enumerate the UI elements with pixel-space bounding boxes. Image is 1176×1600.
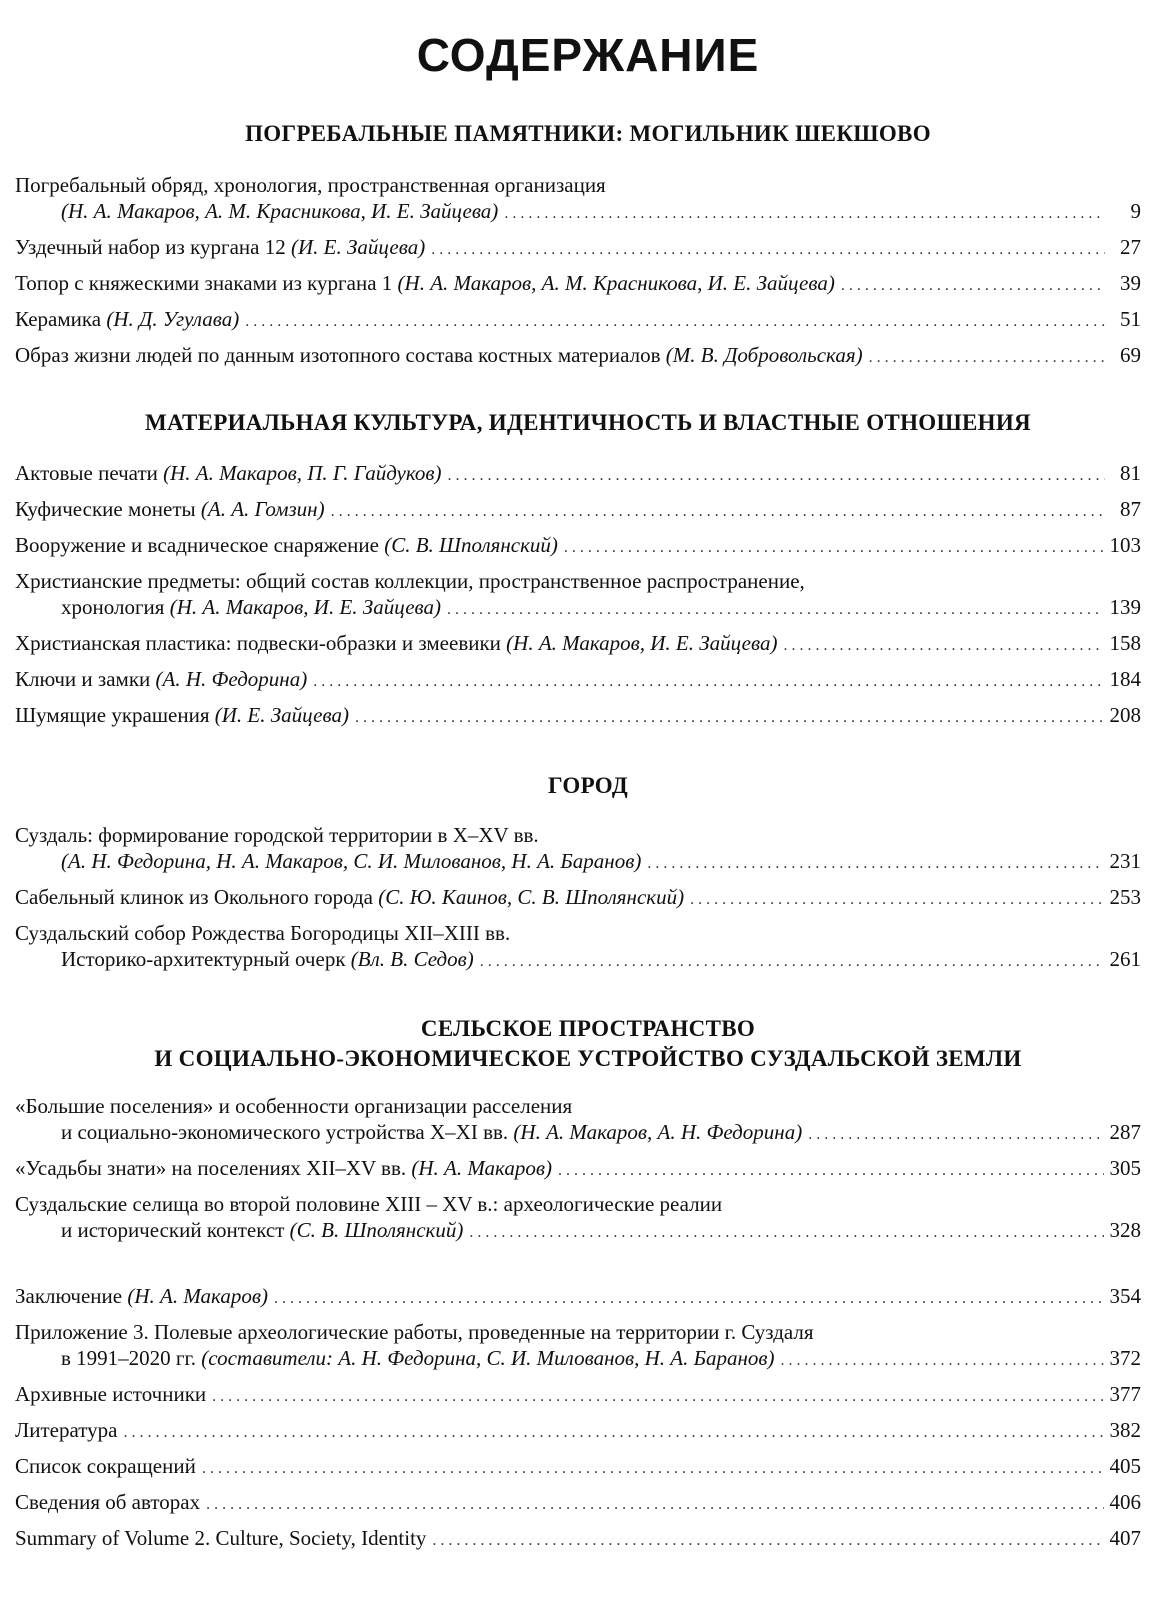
entry-row: [15, 946, 1141, 972]
toc-entry[interactable]: [15, 172, 1141, 224]
entry-authors: (Вл. В. Седов): [350, 947, 474, 971]
entry-title: Историко-архитектурный очерк: [61, 947, 346, 971]
page-number: 184: [1109, 667, 1141, 691]
entry-row: [15, 306, 1141, 332]
entry-title: Уздечный набор из кургана 12: [15, 235, 286, 259]
page-number: 372: [1109, 1346, 1141, 1370]
toc-entry[interactable]: [15, 630, 1141, 656]
entry-row: [15, 532, 1141, 558]
entry-title: «Усадьбы знати» на поселениях XII–XV вв.: [15, 1156, 407, 1180]
entry-title: Литература: [15, 1418, 118, 1442]
section-title: СЕЛЬСКОЕ ПРОСТРАНСТВО: [420, 1016, 756, 1041]
dot-leader: [564, 535, 1104, 561]
toc-entry[interactable]: [15, 702, 1141, 728]
entry-row: [15, 702, 1141, 728]
entry-row: [15, 496, 1141, 522]
dot-leader: [355, 705, 1104, 731]
entry-row: [15, 666, 1141, 692]
section-title: ГОРОД: [548, 773, 628, 798]
entry-title-line1: Приложение 3. Полевые археологические работы, проведенные на территории г. Суздаля: [15, 1320, 814, 1344]
page-number: 305: [1109, 1156, 1141, 1180]
toc-entry[interactable]: [15, 920, 1141, 972]
dot-leader: [274, 1286, 1104, 1312]
toc-entry[interactable]: [15, 1417, 1141, 1443]
entry-row: [15, 848, 1141, 874]
entry-authors: (А. Н. Федорина): [155, 667, 308, 691]
dot-leader: [690, 887, 1103, 913]
dot-leader: [647, 851, 1103, 877]
page-number: 261: [1109, 947, 1141, 971]
dot-leader: [202, 1456, 1104, 1482]
entry-title: Ключи и замки: [15, 667, 151, 691]
dot-leader: [469, 1220, 1103, 1246]
page-number: 287: [1109, 1120, 1141, 1144]
page-number: 87: [1120, 497, 1141, 521]
section-title-line2: И СОЦИАЛЬНО-ЭКОНОМИЧЕСКОЕ УСТРОЙСТВО СУЗДАЛЬСКОЙ ЗЕМЛИ: [154, 1046, 1022, 1071]
toc-entry[interactable]: [15, 1155, 1141, 1181]
section-heading: [0, 119, 1176, 149]
entry-row: [15, 460, 1141, 486]
dot-leader: [558, 1158, 1104, 1184]
dot-leader: [245, 309, 1105, 335]
entry-authors: (Н. А. Макаров): [127, 1284, 268, 1308]
section-title: МАТЕРИАЛЬНАЯ КУЛЬТУРА, ИДЕНТИЧНОСТЬ И ВЛАСТНЫЕ ОТНОШЕНИЯ: [145, 410, 1031, 435]
page-number: 253: [1109, 885, 1141, 909]
dot-leader: [448, 463, 1106, 489]
entry-title: Образ жизни людей по данным изотопного состава костных материалов: [15, 343, 661, 367]
page-title: СОДЕРЖАНИЕ: [416, 29, 760, 81]
entry-row: [15, 1525, 1141, 1551]
entry-row: [15, 1283, 1141, 1309]
section-heading: [0, 408, 1176, 438]
entry-row: [15, 1381, 1141, 1407]
entry-authors: (И. Е. Зайцева): [214, 703, 349, 727]
entry-authors: (Н. А. Макаров, П. Г. Гайдуков): [163, 461, 442, 485]
page-number: 377: [1109, 1382, 1141, 1406]
entry-authors: (Н. А. Макаров, И. Е. Зайцева): [169, 595, 442, 619]
dot-leader: [869, 345, 1105, 371]
entry-row: [15, 198, 1141, 224]
entry-title: Вооружение и всадническое снаряжение: [15, 533, 379, 557]
dot-leader: [783, 633, 1103, 659]
page-number: 139: [1109, 595, 1141, 619]
entry-title: Топор с княжескими знаками из кургана 1: [15, 271, 393, 295]
page-number: 406: [1109, 1490, 1141, 1514]
entry-title: Шумящие украшения: [15, 703, 210, 727]
entry-row: [15, 1453, 1141, 1479]
page-number: 231: [1109, 849, 1141, 873]
toc-entry[interactable]: [15, 1191, 1141, 1243]
page-number: 208: [1109, 703, 1141, 727]
dot-leader: [432, 1528, 1103, 1554]
dot-leader: [504, 201, 1105, 227]
entry-title: Керамика: [15, 307, 102, 331]
toc-entry[interactable]: [15, 1453, 1141, 1479]
entry-title: Сабельный клинок из Окольного города: [15, 885, 373, 909]
entry-title-line1: Суздальские селища во второй половине XIII – XV в.: археологические реалии: [15, 1192, 723, 1216]
entry-row: [15, 1119, 1141, 1145]
toc-entry[interactable]: [15, 822, 1141, 874]
entry-title-line1: Суздальский собор Рождества Богородицы XII–XIII вв.: [15, 921, 511, 945]
entry-authors: (И. Е. Зайцева): [291, 235, 426, 259]
entry-title: Христианская пластика: подвески-образки и змеевики: [15, 631, 501, 655]
toc-entry[interactable]: [15, 666, 1141, 692]
entry-row: [15, 594, 1141, 620]
entry-title: Архивные источники: [15, 1382, 207, 1406]
dot-leader: [781, 1348, 1104, 1374]
section-title: ПОГРЕБАЛЬНЫЕ ПАМЯТНИКИ: МОГИЛЬНИК ШЕКШОВО: [245, 121, 931, 146]
entry-row: [15, 270, 1141, 296]
toc-entry[interactable]: [15, 1283, 1141, 1309]
entry-row: [15, 884, 1141, 910]
toc-entry[interactable]: [15, 532, 1141, 558]
entry-title: Сведения об авторах: [15, 1490, 201, 1514]
entry-authors: (М. В. Добровольская): [665, 343, 863, 367]
entry-title: и исторический контекст: [61, 1218, 285, 1242]
entry-row: [15, 1489, 1141, 1515]
entry-title: Заключение: [15, 1284, 123, 1308]
toc-entry[interactable]: [15, 1489, 1141, 1515]
toc-entry[interactable]: [15, 270, 1141, 296]
section-heading: [0, 1014, 1176, 1074]
entry-title: Summary of Volume 2. Culture, Society, Identity: [15, 1526, 427, 1550]
page-number: 382: [1109, 1418, 1141, 1442]
dot-leader: [447, 597, 1103, 623]
toc-entry[interactable]: [15, 496, 1141, 522]
page-number: 103: [1109, 533, 1141, 557]
entry-row: [15, 1417, 1141, 1443]
toc-entry[interactable]: [15, 1093, 1141, 1145]
toc-entry[interactable]: [15, 234, 1141, 260]
toc-entry[interactable]: [15, 1381, 1141, 1407]
page-number: 354: [1109, 1284, 1141, 1308]
toc-entry[interactable]: [15, 460, 1141, 486]
toc-entry[interactable]: [15, 568, 1141, 620]
dot-leader: [123, 1420, 1103, 1446]
entry-row: [15, 1155, 1141, 1181]
entry-row: [15, 1217, 1141, 1243]
toc-entry[interactable]: [15, 1525, 1141, 1551]
entry-authors: (Н. Д. Угулава): [106, 307, 240, 331]
page-number: 81: [1120, 461, 1141, 485]
entry-authors: (С. В. Шполянский): [384, 533, 558, 557]
page-number: 407: [1109, 1526, 1141, 1550]
entry-title-line1: «Большие поселения» и особенности организации расселения: [15, 1094, 573, 1118]
page-number: 328: [1109, 1218, 1141, 1242]
entry-row: [15, 234, 1141, 260]
entry-authors: (Н. А. Макаров, И. Е. Зайцева): [506, 631, 778, 655]
toc-entry[interactable]: [15, 306, 1141, 332]
page-number: 9: [1130, 199, 1141, 223]
entry-title: в 1991–2020 гг.: [61, 1346, 197, 1370]
entry-authors: (С. В. Шполянский): [289, 1218, 464, 1242]
entry-authors: (составители: А. Н. Федорина, С. И. Милованов, Н. А. Баранов): [201, 1346, 775, 1370]
entry-authors: (Н. А. Макаров, А. М. Красникова, И. Е. Зайцева): [397, 271, 835, 295]
entry-title-line1: Суздаль: формирование городской территории в X–XV вв.: [15, 823, 539, 847]
dot-leader: [206, 1492, 1103, 1518]
entry-authors: (А. А. Гомзин): [200, 497, 325, 521]
entry-title: Актовые печати: [15, 461, 158, 485]
toc-entry[interactable]: [15, 342, 1141, 368]
page-number: 158: [1109, 631, 1141, 655]
entry-authors: (Н. А. Макаров, А. М. Красникова, И. Е. Зайцева): [61, 199, 499, 223]
dot-leader: [808, 1122, 1103, 1148]
entry-title-line1: Погребальный обряд, хронология, пространственная организация: [15, 173, 606, 197]
dot-leader: [212, 1384, 1103, 1410]
entry-authors: (Н. А. Макаров): [411, 1156, 552, 1180]
entry-title-line1: Христианские предметы: общий состав коллекции, пространственное распространение,: [15, 569, 805, 593]
entry-title: и социально-экономического устройства X–XI вв.: [61, 1120, 509, 1144]
entry-title: хронология: [61, 595, 165, 619]
entry-row: [15, 1345, 1141, 1371]
dot-leader: [313, 669, 1103, 695]
page-number: 405: [1109, 1454, 1141, 1478]
entry-row: [15, 342, 1141, 368]
entry-authors: (А. Н. Федорина, Н. А. Макаров, С. И. Милованов, Н. А. Баранов): [61, 849, 642, 873]
entry-title: Куфические монеты: [15, 497, 196, 521]
page-number: 27: [1120, 235, 1141, 259]
page-number: 69: [1120, 343, 1141, 367]
entry-row: [15, 630, 1141, 656]
page-number: 51: [1120, 307, 1141, 331]
dot-leader: [331, 499, 1105, 525]
entry-title: Список сокращений: [15, 1454, 196, 1478]
entry-authors: (Н. А. Макаров, А. Н. Федорина): [513, 1120, 803, 1144]
section-heading: [0, 771, 1176, 801]
dot-leader: [480, 949, 1104, 975]
toc-entry[interactable]: [15, 1319, 1141, 1371]
page-number: 39: [1120, 271, 1141, 295]
entry-authors: (С. Ю. Каинов, С. В. Шполянский): [378, 885, 685, 909]
dot-leader: [431, 237, 1105, 263]
dot-leader: [841, 273, 1105, 299]
toc-entry[interactable]: [15, 884, 1141, 910]
